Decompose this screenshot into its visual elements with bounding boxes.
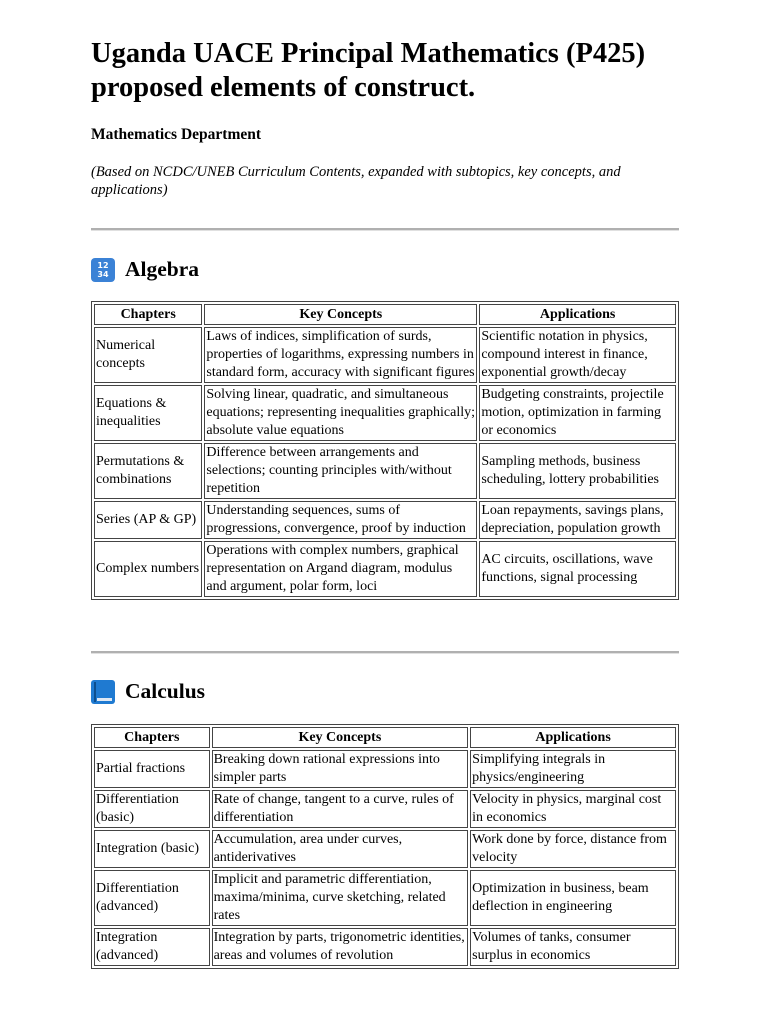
applications-cell: Work done by force, distance from velocity <box>470 830 676 868</box>
chapter-cell: Permutations & combinations <box>94 443 202 499</box>
applications-cell: Sampling methods, business scheduling, lottery probabilities <box>479 443 676 499</box>
chapter-cell: Equations & inequalities <box>94 385 202 441</box>
calculus-table <box>91 724 679 969</box>
chapter-cell: Integration (advanced) <box>94 928 210 966</box>
column-header: Chapters <box>94 304 202 325</box>
key-concepts-cell: Breaking down rational expressions into simpler parts <box>212 750 469 788</box>
table-row <box>94 385 676 441</box>
input-numbers-icon <box>91 258 115 282</box>
key-concepts-cell: Understanding sequences, sums of progressions, convergence, proof by induction <box>204 501 477 539</box>
applications-cell: Simplifying integrals in physics/engineering <box>470 750 676 788</box>
applications-cell: Loan repayments, savings plans, depreciation, population growth <box>479 501 676 539</box>
table-row <box>94 501 676 539</box>
column-header: Applications <box>479 304 676 325</box>
icon-glyph: 1234 <box>97 260 109 279</box>
table-row <box>94 327 676 383</box>
key-concepts-cell: Difference between arrangements and selections; counting principles with/without repetition <box>204 443 477 499</box>
table-header-row <box>94 727 676 748</box>
curriculum-note: (Based on NCDC/UNEB Curriculum Contents, expanded with subtopics, key concepts, and applications) <box>91 164 621 198</box>
page-title: Uganda UACE Principal Mathematics (P425) proposed elements of construct. <box>91 38 646 103</box>
column-header: Chapters <box>94 727 210 748</box>
chapter-cell: Numerical concepts <box>94 327 202 383</box>
algebra-heading <box>91 257 199 282</box>
column-header: Key Concepts <box>212 727 469 748</box>
key-concepts-cell: Laws of indices, simplification of surds, properties of logarithms, expressing numbers in standard form, accuracy with significant figures <box>204 327 477 383</box>
department-label: Mathematics Department <box>91 126 262 143</box>
chapter-cell: Differentiation (advanced) <box>94 870 210 926</box>
key-concepts-cell: Accumulation, area under curves, antiderivatives <box>212 830 469 868</box>
algebra-heading-text: Algebra <box>125 257 200 281</box>
table-row <box>94 790 676 828</box>
algebra-table <box>91 301 679 600</box>
applications-cell: Scientific notation in physics, compound interest in finance, exponential growth/decay <box>479 327 676 383</box>
calculus-heading <box>91 679 205 704</box>
chapter-cell: Series (AP & GP) <box>94 501 202 539</box>
table-row <box>94 928 676 966</box>
calculus-heading-text: Calculus <box>125 679 206 703</box>
key-concepts-cell: Integration by parts, trigonometric identities, areas and volumes of revolution <box>212 928 469 966</box>
divider <box>91 228 679 231</box>
table-row <box>94 750 676 788</box>
applications-cell: Optimization in business, beam deflection in engineering <box>470 870 676 926</box>
column-header: Key Concepts <box>204 304 477 325</box>
column-header: Applications <box>470 727 676 748</box>
table-row <box>94 870 676 926</box>
table-header-row <box>94 304 676 325</box>
book-icon <box>91 680 115 704</box>
applications-cell: Budgeting constraints, projectile motion, optimization in farming or economics <box>479 385 676 441</box>
applications-cell: Velocity in physics, marginal cost in economics <box>470 790 676 828</box>
chapter-cell: Differentiation (basic) <box>94 790 210 828</box>
table-row <box>94 443 676 499</box>
table-row <box>94 541 676 597</box>
applications-cell: Volumes of tanks, consumer surplus in economics <box>470 928 676 966</box>
chapter-cell: Integration (basic) <box>94 830 210 868</box>
key-concepts-cell: Solving linear, quadratic, and simultaneous equations; representing inequalities graphically; absolute value equations <box>204 385 477 441</box>
key-concepts-cell: Rate of change, tangent to a curve, rules of differentiation <box>212 790 469 828</box>
table-row <box>94 830 676 868</box>
chapter-cell: Complex numbers <box>94 541 202 597</box>
key-concepts-cell: Operations with complex numbers, graphical representation on Argand diagram, modulus and argument, polar form, loci <box>204 541 477 597</box>
applications-cell: AC circuits, oscillations, wave functions, signal processing <box>479 541 676 597</box>
key-concepts-cell: Implicit and parametric differentiation, maxima/minima, curve sketching, related rates <box>212 870 469 926</box>
divider <box>91 651 679 654</box>
chapter-cell: Partial fractions <box>94 750 210 788</box>
